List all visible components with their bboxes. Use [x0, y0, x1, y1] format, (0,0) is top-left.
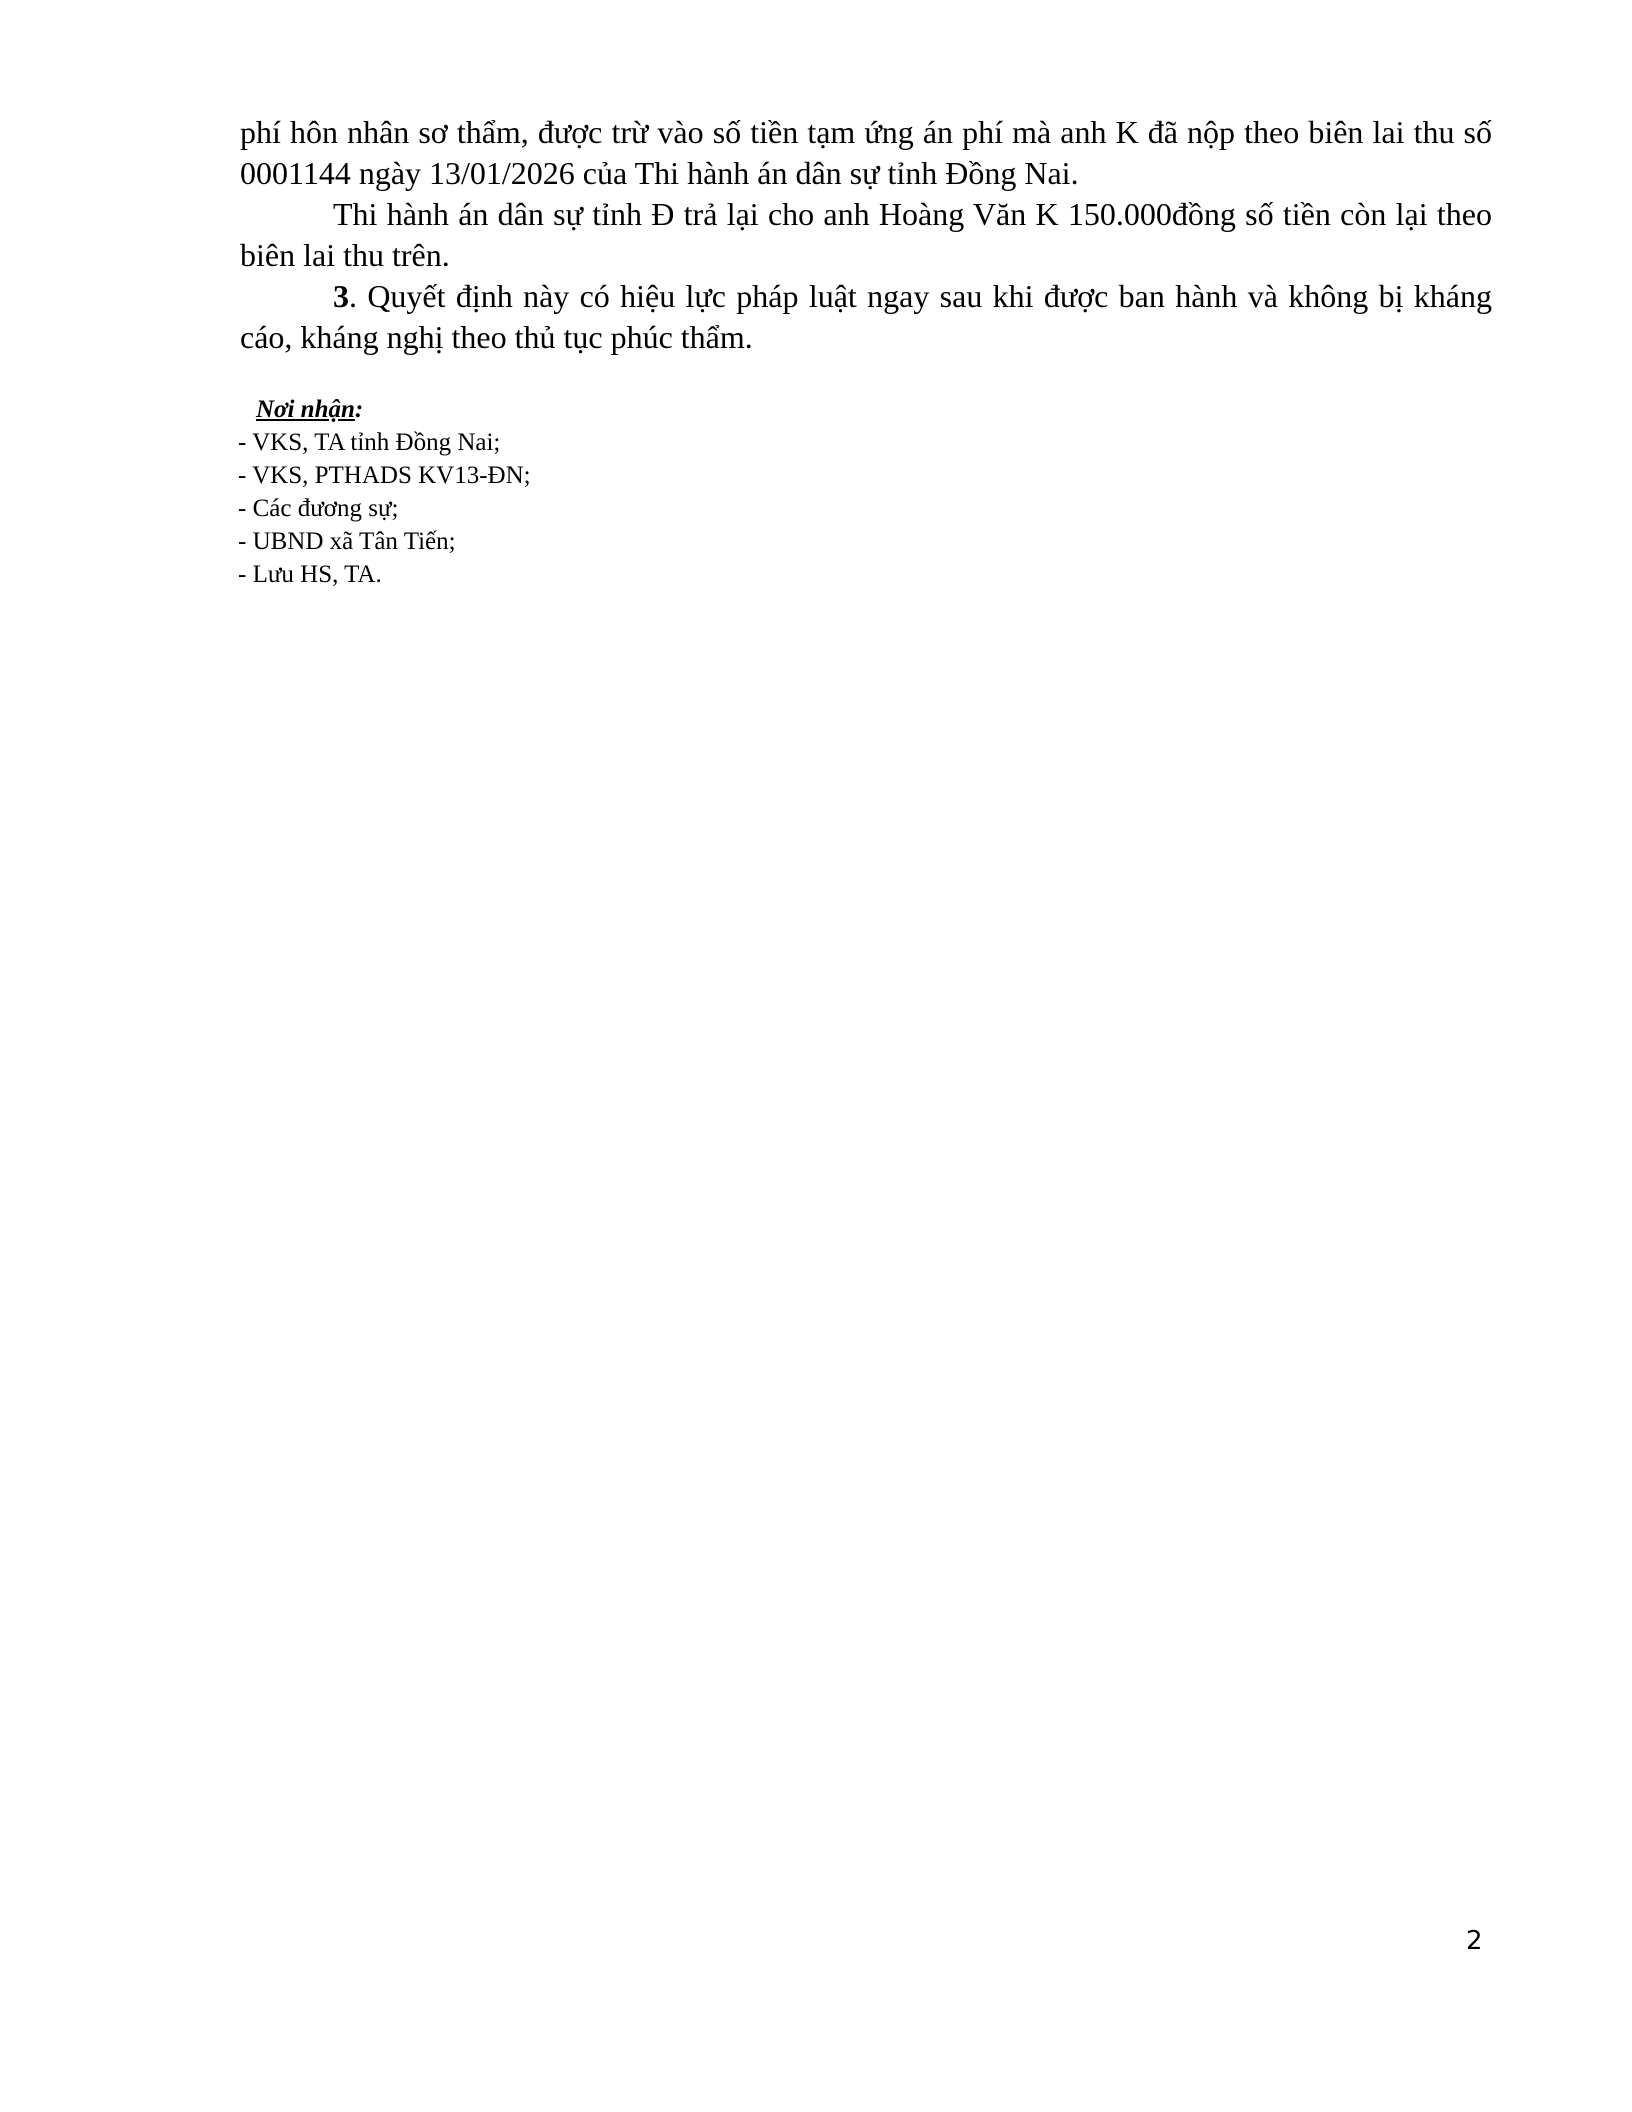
- recipients-block: [238, 393, 531, 591]
- clause-text: . Quyết định này có hiệu lực pháp luật ngay sau khi được ban hành và không bị kháng cáo, kháng nghị theo thủ tục phúc thẩm.: [240, 278, 1492, 355]
- recipients-title: Nơi nhận: [256, 396, 355, 423]
- recipient-item: - UBND xã Tân Tiến;: [238, 528, 456, 555]
- paragraph-fee-deduction: phí hôn nhân sơ thẩm, được trừ vào số tiền tạm ứng án phí mà anh K đã nộp theo biên lai thu số 0001144 ngày 13/01/2026 của Thi hành án dân sự tỉnh Đồng Nai.: [240, 114, 1492, 191]
- paragraph-effect: [240, 276, 1492, 358]
- recipient-item: - VKS, TA tỉnh Đồng Nai;: [238, 429, 501, 456]
- recipient-item: - VKS, PTHADS KV13-ĐN;: [238, 462, 531, 489]
- recipient-item: - Lưu HS, TA.: [238, 561, 382, 588]
- recipients-list: [238, 426, 531, 591]
- document-body: [240, 112, 1492, 358]
- page-number: 2: [1466, 1926, 1483, 1956]
- clause-number: 3: [333, 278, 349, 314]
- recipients-heading: [238, 393, 531, 426]
- paragraph-refund: Thi hành án dân sự tỉnh Đ trả lại cho anh Hoàng Văn K 150.000đồng số tiền còn lại theo biên lai thu trên.: [240, 196, 1492, 273]
- recipients-title-colon: :: [354, 396, 364, 423]
- recipient-item: - Các đương sự;: [238, 495, 399, 522]
